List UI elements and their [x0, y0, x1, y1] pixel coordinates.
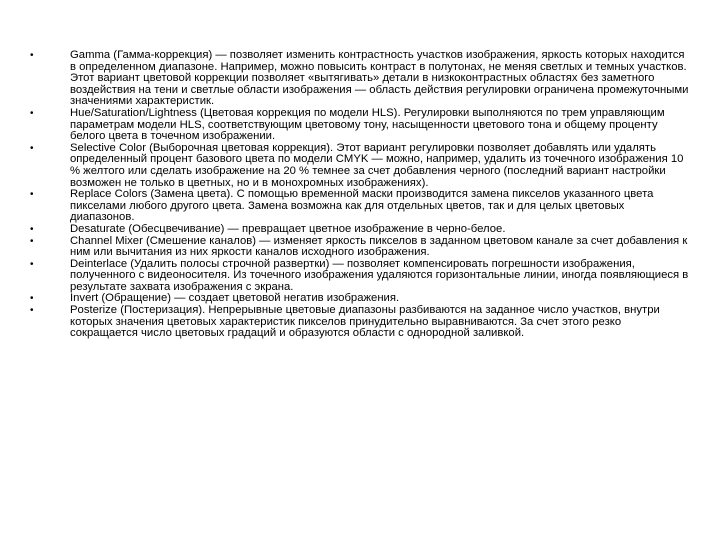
list-item-posterize [30, 305, 690, 340]
list-item-selective-color [30, 143, 690, 189]
list-item-text: Desaturate (Обесцвечивание) — превращает цветное изображение в черно-белое. [70, 222, 506, 235]
bullet-icon: • [30, 305, 34, 317]
list-item-gamma [30, 50, 690, 108]
list-item-replace-colors [30, 189, 690, 224]
bullet-icon: • [30, 293, 34, 305]
list-item-text: Hue/Saturation/Lightness (Цветовая коррекция по модели HLS). Регулировки выполняются по трем управляющим параметрам модели HLS, соответствующим цветовому тону, насыщенности цветового тона и общему проценту белого цвета в точечном изображении. [70, 106, 665, 143]
bullet-icon: • [30, 142, 34, 154]
list-item-text: Deinterlace (Удалить полосы строчной развертки) — позволяет компенсировать погрешности изображения, полученного с видеоносителя. Из точечного изображения удаляются горизонтальные линии, иногда появляющиеся в результате захвата изображения с экрана. [70, 257, 689, 293]
list-item-text: Invert (Обращение) — создает цветовой негатив изображения. [70, 292, 400, 305]
bullet-icon: • [30, 50, 34, 61]
bullet-list [30, 50, 690, 340]
list-item-channel-mixer [30, 236, 690, 259]
list-item-text: Selective Color (Выборочная цветовая коррекция). Этот вариант регулировки позволяет добавлять или удалять определенный процент базового цвета по модели CMYK — можно, например, удалить из точечного изображения 10 % желтого или сделать изображение на 20 % темнее за счет добавления черного (последний вариант настройки возможен не только в цветных, но и в монохромных изображениях). [70, 141, 684, 189]
list-item-deinterlace [30, 259, 690, 294]
list-item-text: Replace Colors (Замена цвета). С помощью временной маски производится замена пикселов указанного цвета пикселами любого другого цвета. Замена возможна как для отдельных цветов, так и для целых цветовых диапазонов. [70, 188, 654, 224]
list-item-text: Gamma (Гамма-коррекция) — позволяет изменить контрастность участков изображения, яркость которых находится в определенном диапазоне. Например, можно повысить контраст в полутонах, не меняя светлых и темных участков. Этот вариант цветовой коррекции позволяет «вытягивать» детали в низкоконтрастных областях без заметного воздействия на тени и светлые области изображения — область действия регулировки ограничена промежуточными значениями характеристик. [70, 49, 689, 108]
bullet-icon: • [30, 258, 34, 270]
bullet-icon: • [30, 189, 34, 201]
bullet-icon: • [30, 223, 34, 235]
list-item-hue-saturation [30, 108, 690, 143]
list-item-desaturate [30, 224, 690, 236]
bullet-icon: • [30, 235, 34, 247]
bullet-icon: • [30, 107, 34, 119]
list-item-text: Posterize (Постеризация). Непрерывные цветовые диапазоны разбиваются на заданное число участков, внутри которых значения цветовых характеристик пикселов принудительно выравниваются. За счет этого резко сокращается число цветовых градаций и образуются области с однородной заливкой. [70, 304, 660, 340]
list-item-text: Channel Mixer (Смешение каналов) — изменяет яркость пикселов в заданном цветовом канале за счет добавления к ним или вычитания из них яркости каналов исходного изображения. [70, 234, 688, 259]
